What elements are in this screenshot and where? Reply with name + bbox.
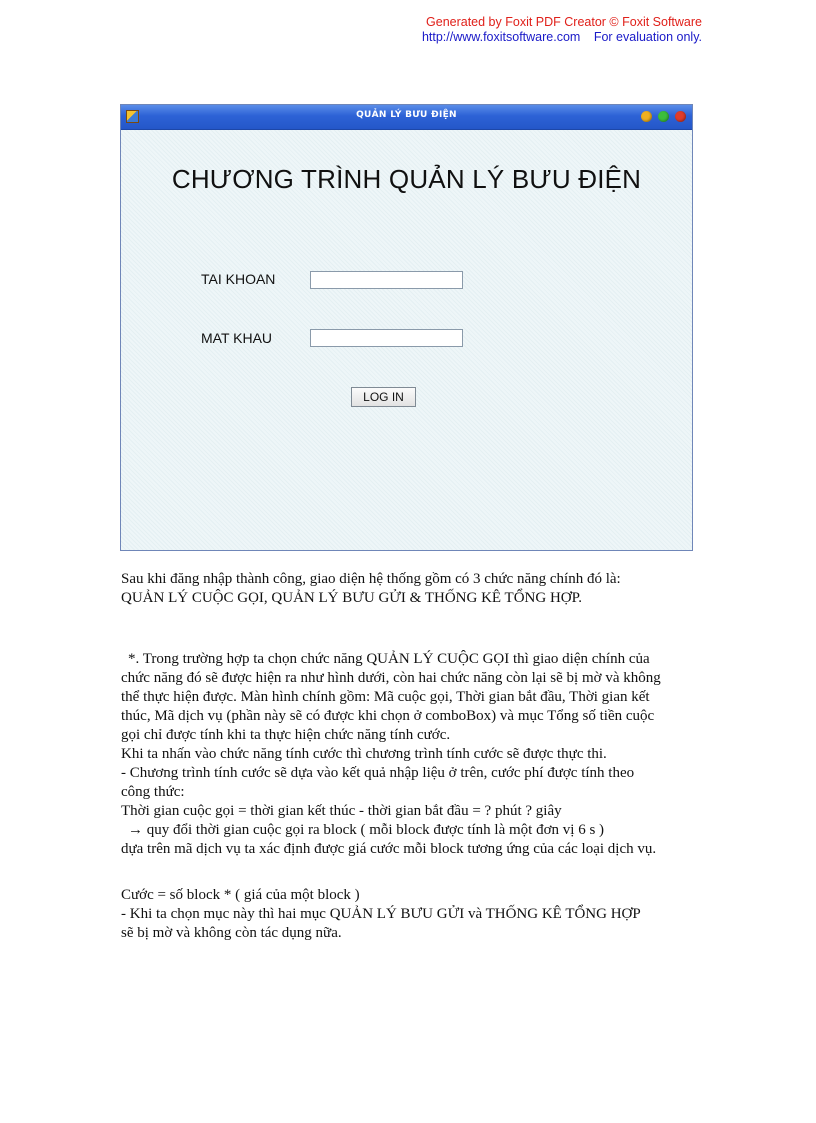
text-line: *. Trong trường hợp ta chọn chức năng QUẢN LÝ CUỘC GỌI thì giao diện chính của — [128, 651, 650, 667]
foxit-watermark — [422, 15, 702, 45]
password-input[interactable] — [310, 329, 463, 347]
window-title: QUẢN LÝ BƯU ĐIỆN — [356, 110, 457, 120]
text-line: Thời gian cuộc gọi = thời gian kết thúc - thời gian bắt đầu = ? phút ? giây — [121, 803, 562, 819]
text-line: thúc, Mã dịch vụ (phần này sẽ có được khi chọn ở comboBox) và mục Tổng số tiền cuộc — [121, 708, 655, 724]
text-line: Khi ta nhấn vào chức năng tính cước thì chương trình tính cước sẽ được thực thi. — [121, 746, 607, 762]
minimize-icon[interactable] — [641, 111, 652, 122]
username-label: TAI KHOAN — [201, 271, 276, 287]
watermark-creator: Generated by Foxit PDF Creator © Foxit Software — [426, 15, 702, 29]
call-management-paragraph — [121, 650, 701, 859]
window-titlebar[interactable] — [121, 105, 692, 130]
program-heading: CHƯƠNG TRÌNH QUẢN LÝ BƯU ĐIỆN — [171, 164, 642, 194]
text-line: QUẢN LÝ CUỘC GỌI, QUẢN LÝ BƯU GỬI & THỐNG KÊ TỔNG HỢP. — [121, 590, 583, 606]
text-line: → quy đổi thời gian cuộc gọi ra block ( mỗi block được tính là một đơn vị 6 s ) — [128, 822, 605, 838]
watermark-url[interactable]: http://www.foxitsoftware.com — [421, 30, 581, 44]
text-line: dựa trên mã dịch vụ ta xác định được giá cước mỗi block tương ứng của các loại dịch vụ. — [121, 841, 657, 857]
text-line: Cước = số block * ( giá của một block ) — [121, 887, 360, 903]
intro-paragraph — [121, 570, 701, 608]
username-input[interactable] — [310, 271, 463, 289]
close-icon[interactable] — [675, 111, 686, 122]
text-line: công thức: — [121, 784, 185, 800]
fee-formula-paragraph — [121, 886, 701, 943]
login-window — [120, 104, 693, 551]
text-line: gọi chỉ được tính khi ta thực hiện chức năng tính cước. — [121, 727, 451, 743]
password-label: MAT KHAU — [201, 330, 273, 346]
login-form — [121, 130, 692, 550]
text-line: sẽ bị mờ và không còn tác dụng nữa. — [121, 925, 342, 941]
text-line: chức năng đó sẽ được hiện ra như hình dưới, còn hai chức năng còn lại sẽ bị mờ và không — [121, 670, 661, 686]
maximize-icon[interactable] — [658, 111, 669, 122]
text-line: thể thực hiện được. Màn hình chính gồm: Mã cuộc gọi, Thời gian bắt đầu, Thời gian kết — [121, 689, 650, 705]
text-line: - Chương trình tính cước sẽ dựa vào kết quả nhập liệu ở trên, cước phí được tính theo — [121, 765, 635, 781]
login-button[interactable]: LOG IN — [351, 387, 416, 407]
text-line: Sau khi đăng nhập thành công, giao diện hệ thống gồm có 3 chức năng chính đó là: — [121, 571, 621, 587]
watermark-eval-note: For evaluation only. — [593, 30, 702, 44]
text-line: - Khi ta chọn mục này thì hai mục QUẢN LÝ BƯU GỬI và THỐNG KÊ TỔNG HỢP — [121, 906, 641, 922]
